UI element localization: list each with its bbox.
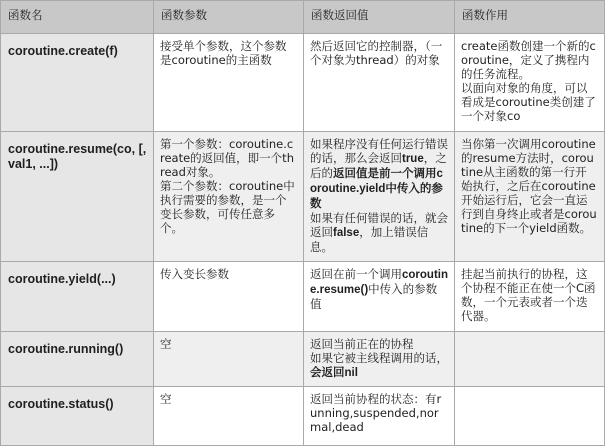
- returns-text: 返回当前正在的协程: [310, 337, 414, 351]
- returns-text: 返回当前协程的状态：有running,suspended,normal,dead: [310, 392, 442, 434]
- purpose-cell: [455, 387, 605, 446]
- returns-cell: [304, 387, 455, 446]
- purpose-text: create函数创建一个新的coroutine，定义了携程内的任务流程。: [461, 39, 596, 81]
- purpose-text: 挂起当前执行的协程，这个协程不能正在使一个C函数，一个元表或者一个迭代器。: [461, 267, 596, 323]
- returns-text-part: 如果它被主线程调用的话，: [310, 351, 448, 365]
- header-function-returns: 函数返回值: [304, 1, 455, 34]
- returns-text: [310, 211, 448, 254]
- returns-cell: [304, 262, 455, 332]
- returns-text-part: 如果有任何错误的话，就会返回: [310, 211, 448, 239]
- returns-text-part: 如果程序没有任何运行错误的话，那么会返回: [310, 137, 448, 165]
- purpose-cell: [455, 34, 605, 132]
- params-cell: [154, 332, 304, 387]
- function-name-cell: coroutine.running(): [1, 332, 154, 387]
- returns-bold-true: true: [402, 153, 424, 165]
- purpose-text: 以面向对象的角度，可以看成是coroutine类创建了一个对象co: [461, 81, 596, 123]
- returns-bold-text: coroutine.resume(): [310, 269, 448, 296]
- header-function-params: 函数参数: [154, 1, 304, 34]
- table-row: [1, 34, 605, 132]
- function-name-cell: coroutine.create(f): [1, 34, 154, 132]
- function-name-cell: coroutine.yield(...): [1, 262, 154, 332]
- returns-text: [310, 137, 448, 211]
- table-row: [1, 332, 605, 387]
- returns-text: 然后返回它的控制器，（一个对象为thread）的对象: [310, 39, 443, 67]
- params-text: 空: [160, 392, 172, 406]
- params-text: 传入变长参数: [160, 267, 229, 281]
- table-row: [1, 262, 605, 332]
- header-function-purpose: 函数作用: [455, 1, 605, 34]
- returns-bold-text: 会返回nil: [310, 367, 358, 379]
- params-cell: [154, 262, 304, 332]
- params-cell: [154, 34, 304, 132]
- purpose-cell: [455, 332, 605, 387]
- returns-text-part: ，加上错误信息。: [310, 225, 429, 254]
- table-row: [1, 387, 605, 446]
- returns-text-part: ，之后的: [310, 151, 447, 180]
- header-function-name: 函数名: [1, 1, 154, 34]
- params-text: 空: [160, 337, 172, 351]
- returns-cell: [304, 332, 455, 387]
- params-text: 第二个参数：coroutine中执行需要的参数，是一个变长参数，可传任意多个。: [160, 179, 295, 235]
- purpose-cell: [455, 262, 605, 332]
- params-text: 第一个参数：coroutine.create的返回值，即一个thread对象。: [160, 137, 294, 179]
- params-cell: [154, 132, 304, 262]
- params-text: 接受单个参数，这个参数是coroutine的主函数: [160, 39, 287, 67]
- purpose-cell: [455, 132, 605, 262]
- returns-text: [310, 267, 448, 311]
- returns-text: [310, 351, 448, 380]
- function-name-cell: coroutine.resume(co, [, val1, ...]): [1, 132, 154, 262]
- returns-cell: [304, 34, 455, 132]
- table-row: [1, 132, 605, 262]
- purpose-text: 当你第一次调用coroutine的resume方法时，coroutine从主函数的第一行开始执行，之后在coroutine开始运行后，它会一直运行到自身终止或者是coroutine的下一个yield函数。: [461, 137, 597, 235]
- returns-cell: [304, 132, 455, 262]
- returns-bold-false: false: [333, 227, 360, 239]
- function-name-cell: coroutine.status(): [1, 387, 154, 446]
- params-cell: [154, 387, 304, 446]
- returns-bold-text: 返回值是前一个调用coroutine.yield中传入的参数: [310, 168, 443, 210]
- header-row: [1, 1, 605, 34]
- returns-text-part: 中传入的参数值: [310, 282, 438, 311]
- returns-text-part: 返回在前一个调用: [310, 267, 402, 281]
